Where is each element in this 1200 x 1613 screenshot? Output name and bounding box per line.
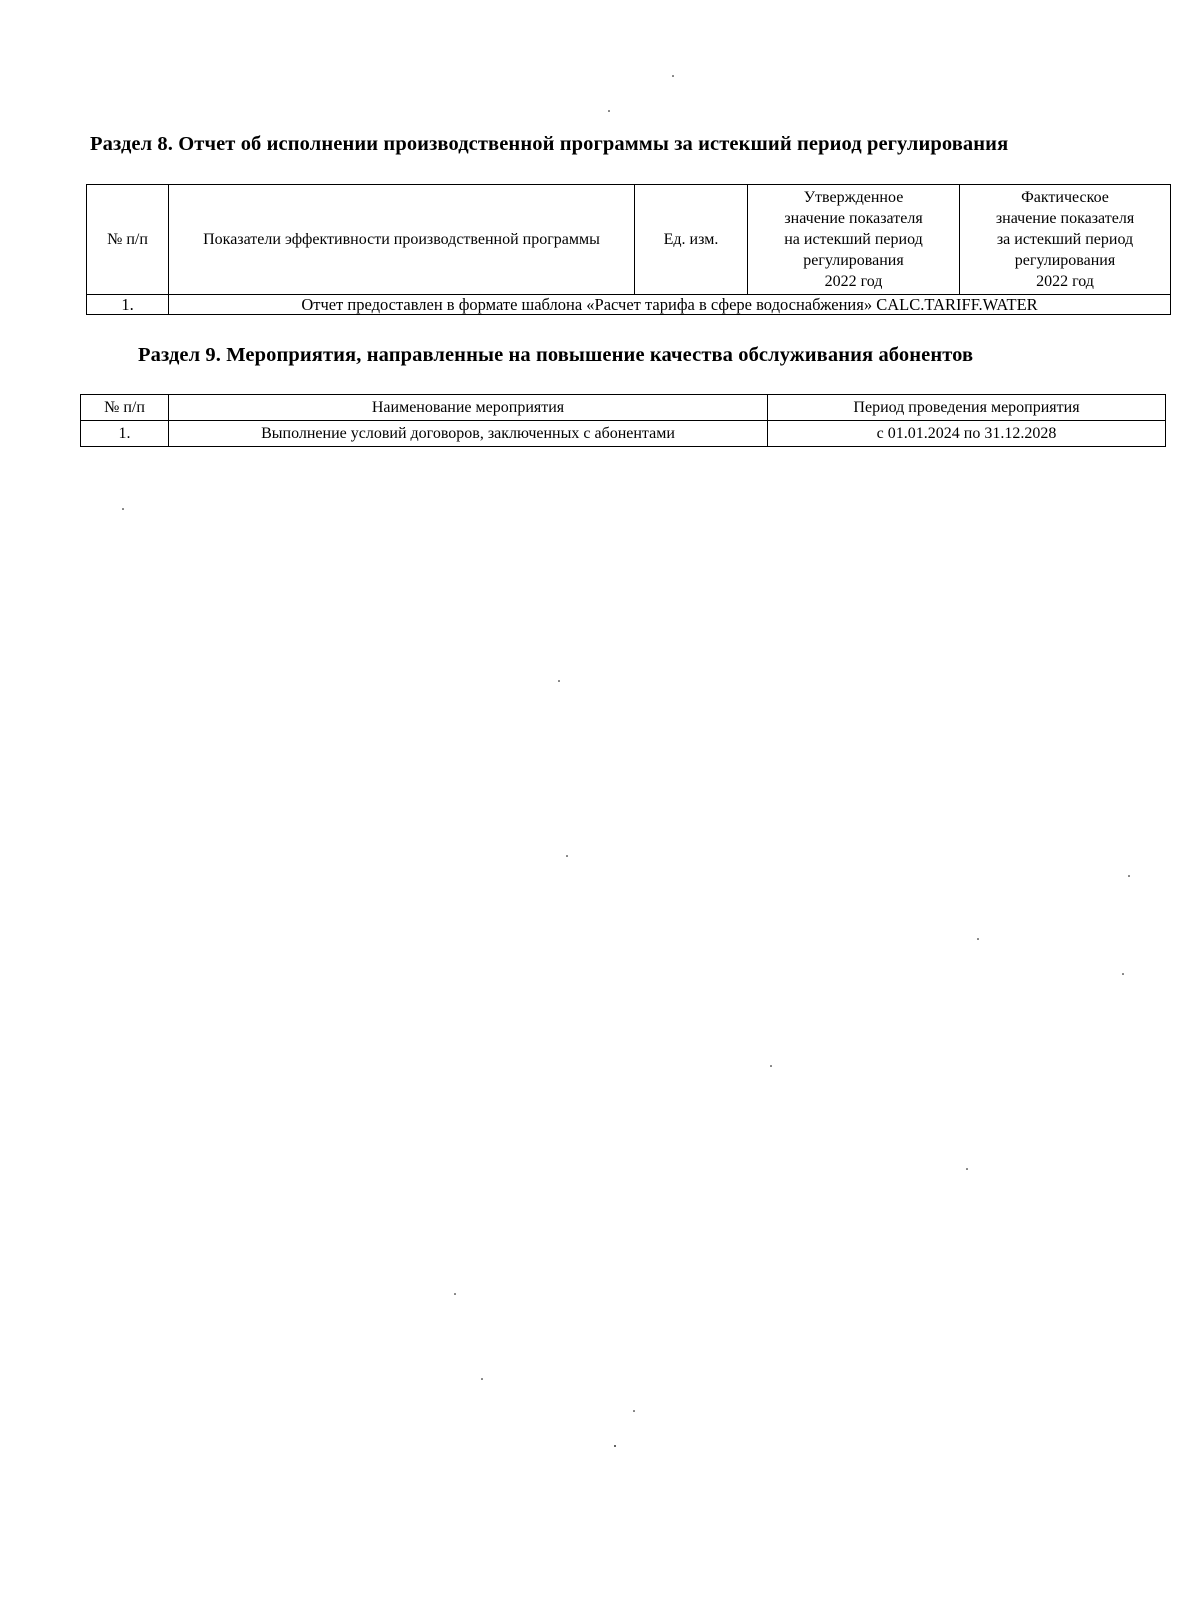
- header-actual-value: [960, 185, 1171, 295]
- scan-speck: [608, 110, 610, 112]
- header-approved-line: Утвержденное: [803, 189, 904, 206]
- header-actual-line: значение показателя: [995, 210, 1135, 227]
- header-approved-line: регулирования: [803, 252, 904, 269]
- header-actual-line: 2022 год: [1036, 273, 1094, 290]
- scan-speck: [122, 508, 124, 510]
- scan-speck: [558, 680, 560, 682]
- table-header-row: [81, 395, 1166, 421]
- scan-speck: [977, 938, 979, 940]
- header-measure-name: Наименование мероприятия: [169, 395, 768, 421]
- row-period: с 01.01.2024 по 31.12.2028: [768, 421, 1166, 447]
- header-approved-value: [748, 185, 960, 295]
- row-report-text: Отчет предоставлен в формате шаблона «Расчет тарифа в сфере водоснабжения» CALC.TARIFF.WATER: [169, 295, 1171, 315]
- row-num: 1.: [87, 295, 169, 315]
- header-actual-line: Фактическое: [1021, 189, 1109, 206]
- header-approved-line: 2022 год: [824, 273, 883, 290]
- production-program-report-table: [86, 184, 1171, 315]
- scan-speck: [566, 855, 568, 857]
- table-row: [81, 421, 1166, 447]
- header-actual-line: регулирования: [1014, 252, 1116, 269]
- header-period: Период проведения мероприятия: [768, 395, 1166, 421]
- scan-speck: [672, 75, 674, 77]
- header-num: № п/п: [81, 395, 169, 421]
- scan-speck: [481, 1378, 483, 1380]
- row-measure-name: Выполнение условий договоров, заключенных с абонентами: [169, 421, 768, 447]
- table-header-row: [87, 185, 1171, 295]
- scan-speck: [770, 1065, 772, 1067]
- section-9-title: Раздел 9. Мероприятия, направленные на повышение качества обслуживания абонентов: [138, 344, 974, 366]
- section-8-title: Раздел 8. Отчет об исполнении производственной программы за истекший период регулирования: [90, 133, 1009, 155]
- header-num: № п/п: [87, 185, 169, 295]
- scan-speck: [1128, 875, 1130, 877]
- header-approved-line: значение показателя: [784, 210, 923, 227]
- scan-speck: [633, 1410, 635, 1412]
- service-quality-measures-table: [80, 394, 1166, 447]
- scan-speck: [1122, 973, 1124, 975]
- table-row: [87, 295, 1171, 315]
- header-unit: Ед. изм.: [635, 185, 748, 295]
- header-approved-line: на истекший период: [784, 231, 923, 248]
- header-actual-line: за истекший период: [996, 231, 1134, 248]
- row-num: 1.: [81, 421, 169, 447]
- scan-speck: [614, 1445, 616, 1447]
- scan-speck: [966, 1168, 968, 1170]
- scan-speck: [454, 1293, 456, 1295]
- header-indicators: Показатели эффективности производственной программы: [169, 185, 635, 295]
